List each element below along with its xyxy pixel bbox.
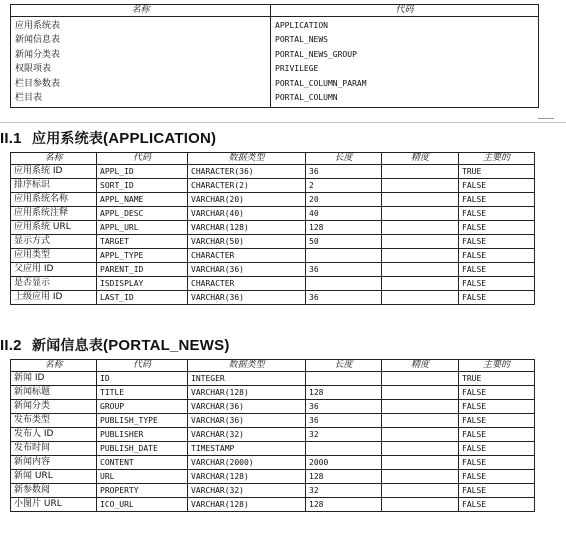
cell-precision bbox=[382, 484, 459, 498]
cell-datatype: VARCHAR(32) bbox=[188, 428, 306, 442]
cell-name: 发布人 ID bbox=[11, 428, 97, 442]
summary-code: PORTAL_COLUMN bbox=[275, 92, 338, 102]
cell-code: SORT_ID bbox=[97, 179, 188, 193]
cell-datatype: VARCHAR(2000) bbox=[188, 456, 306, 470]
section-title-en: (PORTAL_NEWS) bbox=[103, 337, 230, 354]
cell-code: APPL_NAME bbox=[97, 193, 188, 207]
cell-primary: FALSE bbox=[459, 498, 535, 512]
cell-precision bbox=[382, 414, 459, 428]
cell-datatype: VARCHAR(128) bbox=[188, 221, 306, 235]
cell-datatype: CHARACTER bbox=[188, 277, 306, 291]
table-row bbox=[11, 277, 535, 291]
table-row bbox=[11, 372, 535, 386]
cell-datatype: INTEGER bbox=[188, 372, 306, 386]
table-row bbox=[11, 484, 535, 498]
summary-name: 栏目表 bbox=[15, 92, 43, 103]
table-row bbox=[11, 386, 535, 400]
cell-primary: FALSE bbox=[459, 291, 535, 305]
cell-code: ICO_URL bbox=[97, 498, 188, 512]
cell-length: 32 bbox=[306, 428, 382, 442]
cell-primary: FALSE bbox=[459, 386, 535, 400]
cell-precision bbox=[382, 442, 459, 456]
cell-code: LAST_ID bbox=[97, 291, 188, 305]
cell-name: 新闻 ID bbox=[11, 372, 97, 386]
cell-primary: FALSE bbox=[459, 207, 535, 221]
col-header-name: 名称 bbox=[11, 153, 97, 165]
summary-name: 应用系统表 bbox=[15, 21, 61, 31]
cell-code: GROUP bbox=[97, 400, 188, 414]
section-title-cn: 新闻信息表 bbox=[32, 338, 104, 354]
cell-name: 应用类型 bbox=[11, 249, 97, 263]
cell-precision bbox=[382, 263, 459, 277]
cell-name: 排序标识 bbox=[11, 179, 97, 193]
cell-code: PROPERTY bbox=[97, 484, 188, 498]
cell-datatype: VARCHAR(20) bbox=[188, 193, 306, 207]
cell-name: 新闻标题 bbox=[11, 386, 97, 400]
cell-code: ID bbox=[97, 372, 188, 386]
col-header-precision: 精度 bbox=[382, 360, 459, 372]
cell-primary: FALSE bbox=[459, 400, 535, 414]
cell-name: 新参数阅 bbox=[11, 484, 97, 498]
summary-code: PORTAL_COLUMN_PARAM bbox=[275, 78, 367, 88]
col-header-length: 长度 bbox=[306, 153, 382, 165]
cell-datatype: CHARACTER(36) bbox=[188, 165, 306, 179]
cell-primary: FALSE bbox=[459, 249, 535, 263]
cell-precision bbox=[382, 498, 459, 512]
cell-length: 36 bbox=[306, 414, 382, 428]
summary-code: PRIVILEGE bbox=[275, 64, 319, 74]
cell-name: 新闻内容 bbox=[11, 456, 97, 470]
summary-code: APPLICATION bbox=[275, 21, 328, 30]
cell-length: 20 bbox=[306, 193, 382, 207]
table-row bbox=[11, 442, 535, 456]
application-table bbox=[10, 152, 535, 305]
col-header-primary: 主要的 bbox=[459, 153, 535, 165]
cell-primary: FALSE bbox=[459, 263, 535, 277]
col-header-primary: 主要的 bbox=[459, 360, 535, 372]
cell-precision bbox=[382, 221, 459, 235]
col-header-datatype: 数据类型 bbox=[188, 360, 306, 372]
table-row bbox=[11, 165, 535, 179]
table-row bbox=[11, 207, 535, 221]
cell-precision bbox=[382, 235, 459, 249]
cell-code: APPL_DESC bbox=[97, 207, 188, 221]
col-header-name: 名称 bbox=[11, 360, 97, 372]
cell-primary: FALSE bbox=[459, 442, 535, 456]
col-header-datatype: 数据类型 bbox=[188, 153, 306, 165]
cell-name: 新闻 URL bbox=[11, 470, 97, 484]
cell-length: 32 bbox=[306, 484, 382, 498]
cell-code: PARENT_ID bbox=[97, 263, 188, 277]
summary-name: 栏目参数表 bbox=[15, 78, 61, 89]
cell-length: 2 bbox=[306, 179, 382, 193]
section-heading-application bbox=[0, 128, 216, 148]
cell-primary: FALSE bbox=[459, 179, 535, 193]
cell-length: 36 bbox=[306, 165, 382, 179]
cell-precision bbox=[382, 291, 459, 305]
cell-length: 36 bbox=[306, 263, 382, 277]
cell-code: PUBLISH_DATE bbox=[97, 442, 188, 456]
cell-name: 显示方式 bbox=[11, 235, 97, 249]
cell-length: 128 bbox=[306, 221, 382, 235]
cell-length: 50 bbox=[306, 235, 382, 249]
cell-precision bbox=[382, 400, 459, 414]
section-title-en: (APPLICATION) bbox=[103, 130, 217, 147]
cell-name: 应用系统名称 bbox=[11, 193, 97, 207]
section-title-cn: 应用系统表 bbox=[32, 131, 104, 147]
cell-primary: FALSE bbox=[459, 470, 535, 484]
cell-datatype: VARCHAR(36) bbox=[188, 291, 306, 305]
cell-primary: FALSE bbox=[459, 277, 535, 291]
summary-table bbox=[10, 4, 539, 108]
col-header-precision: 精度 bbox=[382, 153, 459, 165]
cell-primary: FALSE bbox=[459, 193, 535, 207]
section-heading-portal-news bbox=[0, 335, 230, 355]
cell-datatype: VARCHAR(36) bbox=[188, 400, 306, 414]
summary-names-cell bbox=[11, 17, 271, 108]
summary-code: PORTAL_NEWS_GROUP bbox=[275, 49, 357, 59]
cell-length: 2000 bbox=[306, 456, 382, 470]
cell-code: APPL_URL bbox=[97, 221, 188, 235]
cell-length: 36 bbox=[306, 400, 382, 414]
cell-datatype: VARCHAR(32) bbox=[188, 484, 306, 498]
cell-length bbox=[306, 372, 382, 386]
cell-precision bbox=[382, 372, 459, 386]
cell-precision bbox=[382, 456, 459, 470]
col-header-code: 代码 bbox=[97, 360, 188, 372]
col-header-length: 长度 bbox=[306, 360, 382, 372]
table-row bbox=[11, 456, 535, 470]
portal-news-table bbox=[10, 359, 535, 512]
table-row bbox=[11, 428, 535, 442]
cell-primary: FALSE bbox=[459, 414, 535, 428]
cell-primary: TRUE bbox=[459, 372, 535, 386]
cell-name: 上级应用 ID bbox=[11, 291, 97, 305]
cell-code: CONTENT bbox=[97, 456, 188, 470]
cell-length bbox=[306, 277, 382, 291]
cell-datatype: CHARACTER bbox=[188, 249, 306, 263]
cell-primary: TRUE bbox=[459, 165, 535, 179]
summary-header-name: 名称 bbox=[11, 5, 271, 17]
cell-name: 应用系统 ID bbox=[11, 165, 97, 179]
table-row bbox=[11, 193, 535, 207]
cell-primary: FALSE bbox=[459, 428, 535, 442]
cell-code: PUBLISHER bbox=[97, 428, 188, 442]
cell-name: 新闻分类 bbox=[11, 400, 97, 414]
cell-datatype: VARCHAR(50) bbox=[188, 235, 306, 249]
cell-primary: FALSE bbox=[459, 456, 535, 470]
cell-datatype: VARCHAR(40) bbox=[188, 207, 306, 221]
cell-datatype: CHARACTER(2) bbox=[188, 179, 306, 193]
cell-datatype: VARCHAR(36) bbox=[188, 263, 306, 277]
table-row bbox=[11, 249, 535, 263]
summary-code: PORTAL_NEWS bbox=[275, 35, 328, 45]
table-row bbox=[11, 221, 535, 235]
cell-datatype: VARCHAR(128) bbox=[188, 386, 306, 400]
cell-code: APPL_ID bbox=[97, 165, 188, 179]
cell-precision bbox=[382, 428, 459, 442]
table-row bbox=[11, 498, 535, 512]
col-header-code: 代码 bbox=[97, 153, 188, 165]
margin-mark bbox=[538, 118, 554, 119]
cell-name: 发布类型 bbox=[11, 414, 97, 428]
cell-length: 128 bbox=[306, 470, 382, 484]
cell-name: 父应用 ID bbox=[11, 263, 97, 277]
cell-length bbox=[306, 249, 382, 263]
summary-name: 权限项表 bbox=[15, 64, 52, 75]
cell-code: PUBLISH_TYPE bbox=[97, 414, 188, 428]
cell-primary: FALSE bbox=[459, 484, 535, 498]
page-break-line bbox=[0, 122, 566, 123]
cell-datatype: VARCHAR(36) bbox=[188, 414, 306, 428]
summary-codes-cell bbox=[271, 17, 539, 108]
table-row bbox=[11, 263, 535, 277]
cell-code: ISDISPLAY bbox=[97, 277, 188, 291]
table-row bbox=[11, 291, 535, 305]
cell-code: TARGET bbox=[97, 235, 188, 249]
summary-name: 新闻信息表 bbox=[15, 35, 61, 46]
section-number: II.1 bbox=[0, 130, 22, 147]
table-row bbox=[11, 400, 535, 414]
cell-precision bbox=[382, 470, 459, 484]
cell-precision bbox=[382, 386, 459, 400]
cell-code: APPL_TYPE bbox=[97, 249, 188, 263]
cell-precision bbox=[382, 165, 459, 179]
section-number: II.2 bbox=[0, 337, 22, 354]
summary-name: 新闻分类表 bbox=[15, 49, 61, 60]
cell-datatype: VARCHAR(128) bbox=[188, 498, 306, 512]
cell-name: 是否显示 bbox=[11, 277, 97, 291]
cell-name: 应用系统注释 bbox=[11, 207, 97, 221]
cell-primary: FALSE bbox=[459, 221, 535, 235]
cell-precision bbox=[382, 277, 459, 291]
cell-name: 应用系统 URL bbox=[11, 221, 97, 235]
cell-length: 40 bbox=[306, 207, 382, 221]
cell-length: 36 bbox=[306, 291, 382, 305]
cell-length: 128 bbox=[306, 498, 382, 512]
cell-datatype: VARCHAR(128) bbox=[188, 470, 306, 484]
cell-primary: FALSE bbox=[459, 235, 535, 249]
cell-precision bbox=[382, 179, 459, 193]
table-row bbox=[11, 235, 535, 249]
cell-datatype: TIMESTAMP bbox=[188, 442, 306, 456]
cell-code: URL bbox=[97, 470, 188, 484]
cell-name: 小图片 URL bbox=[11, 498, 97, 512]
cell-precision bbox=[382, 207, 459, 221]
cell-name: 发布时间 bbox=[11, 442, 97, 456]
table-row bbox=[11, 470, 535, 484]
table-row bbox=[11, 414, 535, 428]
summary-header-code: 代码 bbox=[271, 5, 539, 17]
cell-precision bbox=[382, 249, 459, 263]
cell-precision bbox=[382, 193, 459, 207]
table-row bbox=[11, 179, 535, 193]
cell-length bbox=[306, 442, 382, 456]
cell-code: TITLE bbox=[97, 386, 188, 400]
cell-length: 128 bbox=[306, 386, 382, 400]
